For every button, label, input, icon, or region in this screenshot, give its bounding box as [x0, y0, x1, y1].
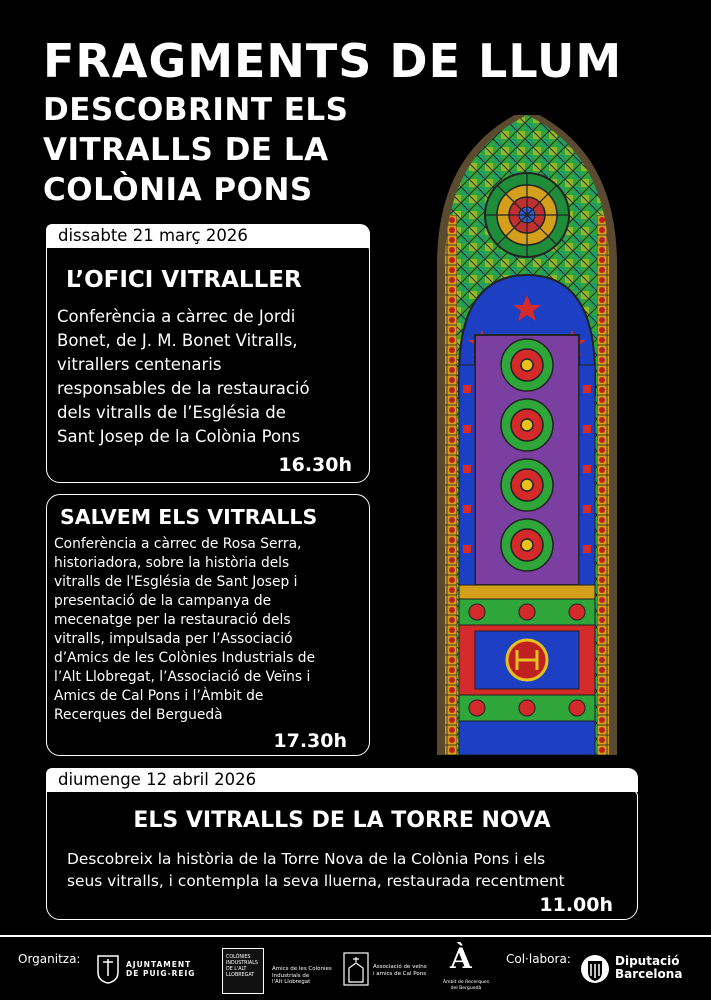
description-line: vitralls de l'Església de Sant Josep i — [54, 574, 298, 590]
main-title: FRAGMENTS DE LLUM — [43, 34, 623, 88]
veins-logo-text: Associació de veïns i amics de Cal Pons — [373, 964, 427, 977]
description-line: Conferència a càrrec de Jordi — [57, 307, 296, 326]
event-description — [67, 848, 565, 892]
description-line: Amics de Cal Pons i l’Àmbit de — [54, 688, 264, 704]
event-description — [57, 305, 310, 449]
collabora-label: Col·labora: — [506, 952, 571, 966]
event-title: L’OFICI VITRALLER — [66, 267, 302, 293]
church-icon — [343, 952, 369, 986]
event-card-salvem-vitralls — [46, 494, 370, 756]
description-line: Sant Josep de la Colònia Pons — [57, 427, 301, 446]
description-line: Conferència a càrrec de Rosa Serra, — [54, 536, 302, 552]
description-line: dels vitralls de l’Església de — [57, 403, 286, 422]
event-title: ELS VITRALLS DE LA TORRE NOVA — [133, 808, 551, 833]
puigreig-crest-icon — [96, 954, 120, 984]
description-line: mecenatge per la restauració dels — [54, 612, 291, 628]
ambit-logo-text: Àmbit de Recerques del Berguedà — [442, 980, 490, 991]
description-line: historiadora, sobre la història dels — [54, 555, 290, 571]
event-date-tab: dissabte 21 març 2026 — [46, 224, 370, 248]
event-card-torre-nova — [46, 790, 638, 920]
diputacio-crest-icon — [580, 952, 610, 986]
puigreig-logo-text: AJUNTAMENT DE PUIG-REIG — [126, 960, 196, 978]
event-time: 11.00h — [539, 894, 613, 916]
description-line: vitralls, impulsada per l’Associació — [54, 631, 293, 647]
event-card-ofici-vitraller — [46, 244, 370, 483]
description-line: Bonet, de J. M. Bonet Vitralls, — [57, 331, 298, 350]
description-line: Descobreix la història de la Torre Nova de la Colònia Pons i els — [67, 850, 546, 868]
description-line: seus vitralls, i contempla la seva lluerna, restaurada recentment — [67, 872, 565, 890]
description-line: presentació de la campanya de — [54, 593, 272, 609]
subtitle-line: DESCOBRINT ELS — [43, 92, 349, 128]
diputacio-logo-text: Diputació Barcelona — [615, 954, 683, 981]
subtitle-line: COLÒNIA PONS — [43, 172, 313, 208]
subtitle — [43, 90, 349, 210]
footer — [0, 940, 711, 1000]
ambit-a-icon: À — [450, 942, 472, 975]
event-description — [54, 535, 315, 725]
event-date-tab: diumenge 12 abril 2026 — [46, 768, 638, 792]
description-line: l’Alt Llobregat, l’Associació de Veïns i — [54, 669, 311, 685]
event-time: 17.30h — [273, 730, 347, 752]
subtitle-line: VITRALLS DE LA — [43, 132, 329, 168]
event-time: 16.30h — [278, 454, 352, 476]
stained-glass-window-image — [437, 115, 617, 755]
description-line: Recerques del Berguedà — [54, 707, 223, 723]
event-title: SALVEM ELS VITRALLS — [60, 505, 318, 529]
colonies-book-logo: COLÒNIES INDUSTRIALS DE L'ALT LLOBREGAT — [222, 948, 264, 994]
footer-divider — [0, 935, 711, 937]
amics-colonies-logo-text: Amics de les Colònies Industrials de l'Alt Llobregat — [272, 966, 332, 985]
organitza-label: Organitza: — [18, 952, 81, 966]
description-line: vitrallers centenaris — [57, 355, 222, 374]
description-line: responsables de la restauració — [57, 379, 310, 398]
description-line: d’Amics de les Colònies Industrials de — [54, 650, 316, 666]
